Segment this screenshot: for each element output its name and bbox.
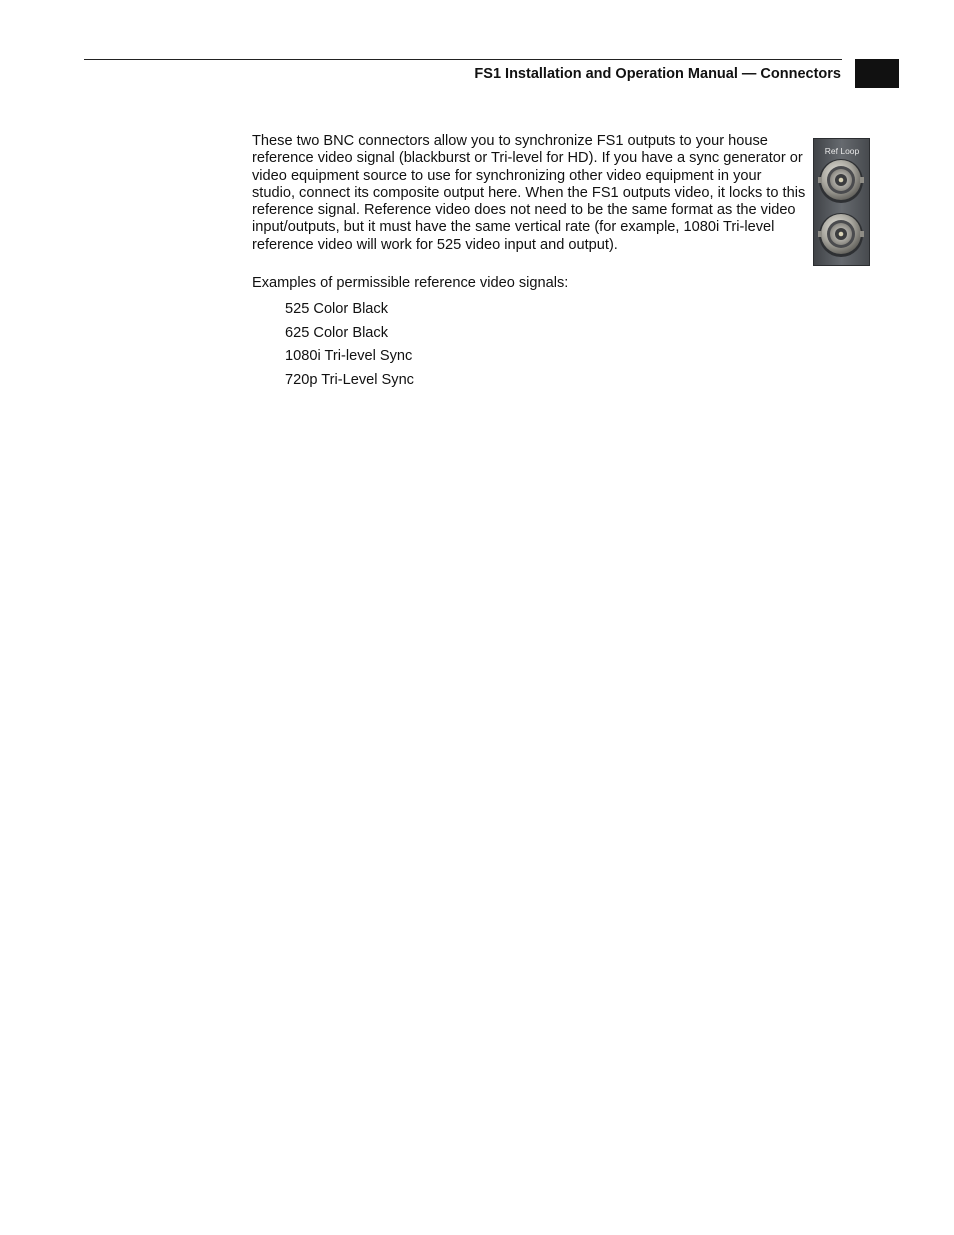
reference-description: These two BNC connectors allow you to synchronize FS1 outputs to your house reference video signal (blackburst or Tri-level for HD). If you have a sync generator or video equipment source to use for synchronizing other video equipment in your studio, connect its composite output here. When the FS1 outputs video, it locks to this reference signal. Reference video does not need to be the same format as the video input/outputs, but it must have the same vertical rate (for example, 1080i Tri-level reference video will work for 525 video input and output). — [252, 133, 806, 253]
list-item: 625 Color Black — [285, 324, 389, 341]
running-head: FS1 Installation and Operation Manual — Connectors — [474, 66, 841, 82]
list-item: 525 Color Black — [285, 301, 389, 318]
main-content — [252, 133, 807, 392]
reference-signal-list — [285, 298, 807, 392]
page-number-tab — [855, 59, 899, 88]
bnc-connector-pair-icon — [813, 138, 870, 266]
examples-intro: Examples of permissible reference video signals: — [252, 275, 569, 292]
panel-label: Ref Loop — [824, 146, 860, 156]
list-item: 720p Tri-Level Sync — [285, 371, 414, 388]
list-item: 1080i Tri-level Sync — [285, 348, 413, 365]
header-rule — [84, 59, 842, 60]
